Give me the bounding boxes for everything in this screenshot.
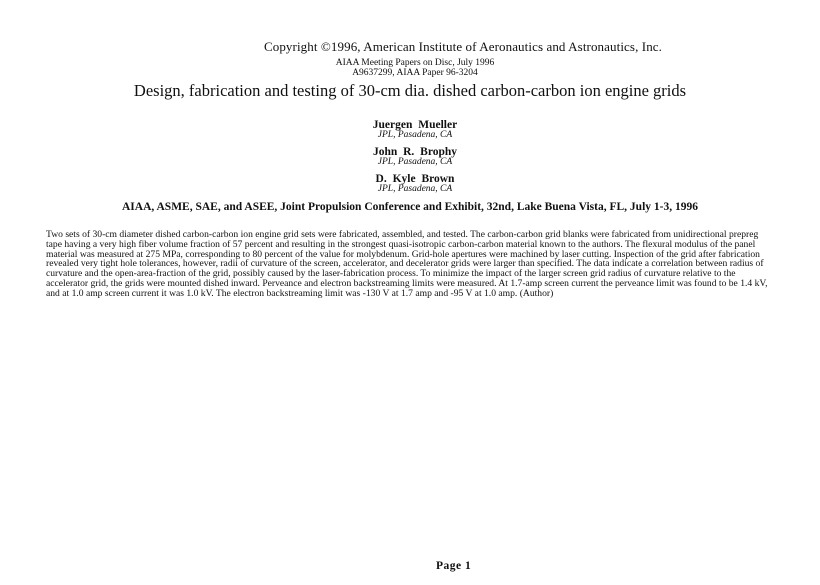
author-name: D. Kyle Brown <box>375 173 455 185</box>
author-block-3 <box>0 173 820 194</box>
author-block-2 <box>0 146 820 167</box>
author-name: Juergen Mueller <box>372 119 458 131</box>
author-affiliation: JPL, Pasadena, CA <box>377 157 453 167</box>
author-affiliation: JPL, Pasadena, CA <box>377 184 453 194</box>
conference-info: AIAA, ASME, SAE, and ASEE, Joint Propulsion Conference and Exhibit, 32nd, Lake Buena Vista, FL, July 1-3, 1996 <box>122 201 698 213</box>
author-block-1 <box>0 119 820 140</box>
paper-title: Design, fabrication and testing of 30-cm dia. dished carbon-carbon ion engine grids <box>133 81 687 100</box>
author-affiliation: JPL, Pasadena, CA <box>377 130 453 140</box>
meeting-info <box>0 58 820 78</box>
page-number: Page 1 <box>436 560 472 572</box>
meeting-line-1: AIAA Meeting Papers on Disc, July 1996 <box>335 58 495 68</box>
author-name: John R. Brophy <box>372 146 458 158</box>
abstract-text: Two sets of 30-cm diameter dished carbon-carbon ion engine grid sets were fabricated, assembled, and tested. The carbon-carbon grid blanks were fabricated from unidirectional prepreg tape having a very high fiber volume fraction of 57 percent and resulting in the strongest quasi-isotropic carbon-carbon material known to the authors. The flexural modulus of the panel material was measured at 275 MPa, corresponding to 80 percent of the value for molybdenum. Grid-hole apertures were machined by laser cutting. Inspection of the grid after fabrication revealed very tight hole tolerances, however, radii of curvature of the screen, accelerator, and decelerator grids were larger than specified. The data indicate a correlation between radius of curvature and the open-area-fraction of the grid, possibly caused by the laser-fabrication process. To minimize the impact of the larger screen grid radius of curvature relative to the accelerator grid, the grids were mounted dished inward. Perveance and electron backstreaming limits were measured. At 1.7-amp screen current the perveance limit was found to be 1.4 kV, and at 1.0 amp screen current it was 1.0 kV. The electron backstreaming limit was -130 V at 1.7 amp and -95 V at 1.0 amp. (Author) <box>46 229 768 299</box>
copyright-notice: Copyright ©1996, American Institute of Aeronautics and Astronautics, Inc. <box>263 39 663 54</box>
meeting-line-2: A9637299, AIAA Paper 96-3204 <box>352 68 478 78</box>
